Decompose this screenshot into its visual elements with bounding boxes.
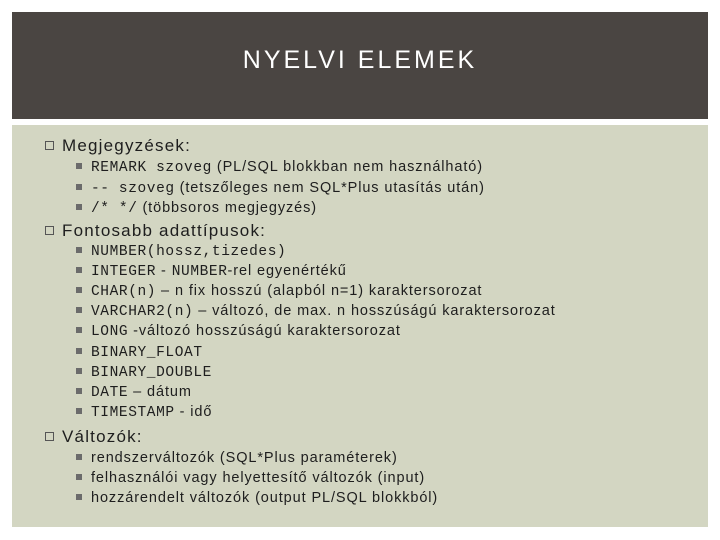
- heading-text: Fontosabb adattípusok:: [62, 221, 267, 240]
- item-text: -rel egyenértékű: [227, 263, 347, 279]
- list-item: [76, 180, 485, 197]
- bullet-icon: [76, 307, 82, 313]
- section-heading-comments: [45, 136, 191, 156]
- code-text: /* */: [91, 201, 138, 217]
- list-item: [76, 200, 317, 217]
- bullet-icon: [76, 184, 82, 190]
- item-text: hozzárendelt változók (output PL/SQL blokkból): [91, 490, 439, 506]
- list-item: [76, 159, 483, 176]
- item-text: (többsoros megjegyzés): [137, 200, 317, 216]
- section-heading-datatypes: [45, 221, 266, 241]
- code-text: REMARK szoveg: [91, 160, 212, 176]
- item-text: – változó, de max. n hosszúságú karaktersorozat: [193, 303, 556, 319]
- bullet-icon: [76, 204, 82, 210]
- heading-text: Megjegyzések:: [62, 136, 191, 155]
- title-bar: [12, 12, 708, 119]
- bullet-icon: [76, 267, 82, 273]
- item-text: - idő: [174, 404, 213, 420]
- list-item: [76, 450, 398, 466]
- list-item: [76, 364, 212, 381]
- code-text: NUMBER(hossz,tizedes): [91, 244, 287, 260]
- code-text: -- szoveg: [91, 181, 175, 197]
- list-item: [76, 384, 192, 401]
- list-item: [76, 283, 482, 300]
- item-text: -változó hosszúságú karaktersorozat: [128, 323, 401, 339]
- bullet-square-icon: [45, 432, 54, 441]
- list-item: [76, 323, 401, 340]
- content-area: [12, 125, 708, 527]
- bullet-icon: [76, 327, 82, 333]
- bullet-icon: [76, 388, 82, 394]
- slide-title: NYELVI ELEMEK: [242, 46, 478, 74]
- bullet-icon: [76, 247, 82, 253]
- list-item: [76, 490, 438, 506]
- code-text: DATE: [91, 385, 129, 401]
- code-text: BINARY_FLOAT: [91, 345, 203, 361]
- bullet-square-icon: [45, 226, 54, 235]
- code-text: VARCHAR2(n): [91, 304, 194, 320]
- bullet-square-icon: [45, 141, 54, 150]
- bullet-icon: [76, 474, 82, 480]
- list-item: [76, 243, 286, 260]
- code-text: CHAR(n): [91, 284, 157, 300]
- list-item: [76, 344, 203, 361]
- item-text: – n fix hosszú (alapból n=1) karaktersorozat: [156, 283, 483, 299]
- bullet-icon: [76, 287, 82, 293]
- section-heading-variables: [45, 427, 143, 447]
- bullet-icon: [76, 368, 82, 374]
- item-text: – dátum: [128, 384, 192, 400]
- list-item: [76, 263, 347, 280]
- list-item: [76, 303, 556, 320]
- item-text: rendszerváltozók (SQL*Plus paraméterek): [91, 450, 398, 466]
- item-text: -: [156, 263, 172, 279]
- code-text: LONG: [91, 324, 129, 340]
- code-text: TIMESTAMP: [91, 405, 175, 421]
- list-item: [76, 470, 425, 486]
- bullet-icon: [76, 408, 82, 414]
- item-text: (PL/SQL blokkban nem használható): [211, 159, 483, 175]
- item-text: (tetszőleges nem SQL*Plus utasítás után): [174, 180, 485, 196]
- bullet-icon: [76, 494, 82, 500]
- code-text: NUMBER: [171, 264, 228, 280]
- bullet-icon: [76, 454, 82, 460]
- code-text: INTEGER: [91, 264, 157, 280]
- code-text: BINARY_DOUBLE: [91, 365, 212, 381]
- item-text: felhasználói vagy helyettesítő változók (input): [91, 470, 426, 486]
- bullet-icon: [76, 163, 82, 169]
- heading-text: Változók:: [62, 427, 143, 446]
- bullet-icon: [76, 348, 82, 354]
- list-item: [76, 404, 212, 421]
